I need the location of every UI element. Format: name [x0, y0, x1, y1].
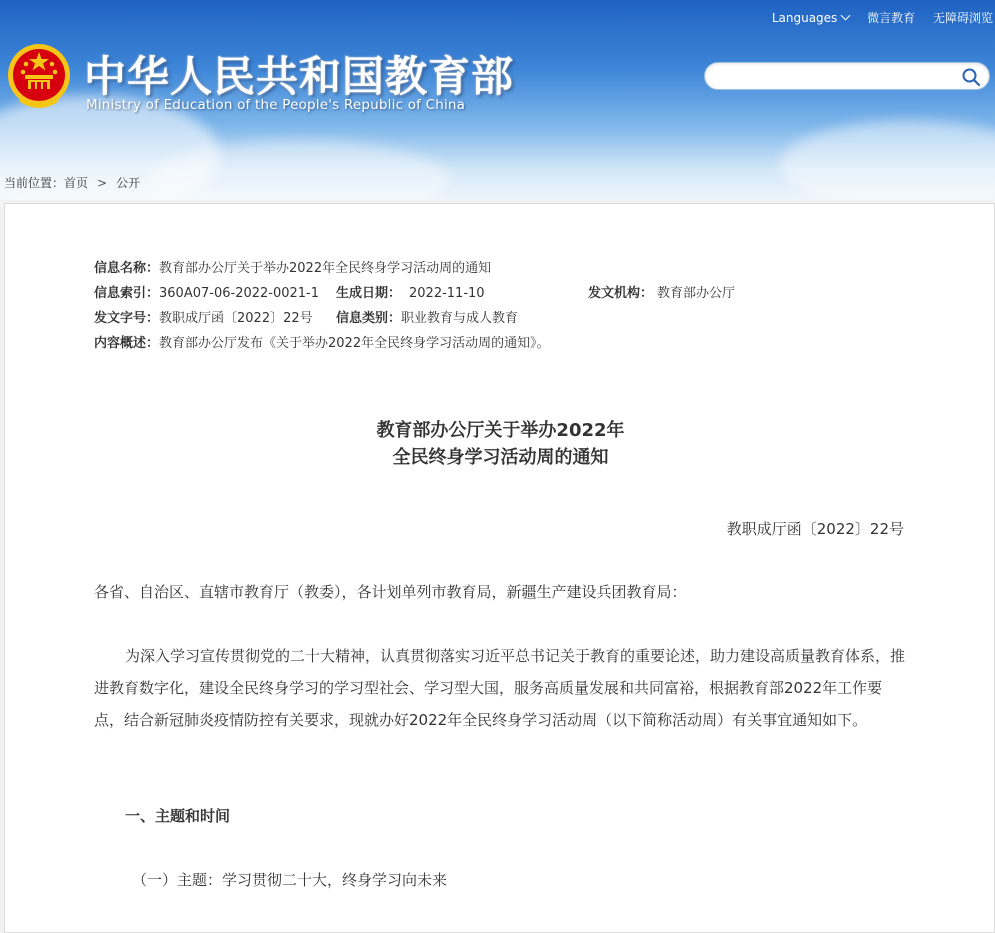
meta-docno-label: 发文字号： — [94, 311, 160, 326]
meta-row-summary — [94, 332, 550, 351]
article-section1 — [94, 800, 906, 832]
chevron-right-icon: > — [97, 176, 108, 190]
top-links — [744, 9, 993, 26]
meta-docno-value: 教职成厅函〔2022〕22号 — [159, 311, 313, 326]
cloud-decoration — [780, 120, 995, 200]
meta-index-value: 360A07-06-2022-0021-1 — [159, 286, 320, 301]
site-header — [0, 0, 995, 200]
meta-row-docno — [94, 307, 313, 326]
article-title-line1: 教育部办公厅关于举办2022年 — [376, 420, 625, 441]
meta-date-label: 生成日期： — [336, 286, 402, 301]
meta-date-value: 2022-11-10 — [409, 286, 485, 301]
article-doc-number: 教职成厅函〔2022〕22号 — [726, 520, 904, 538]
article-section1-item1 — [94, 864, 906, 896]
meta-row-category — [336, 307, 518, 326]
breadcrumb-current[interactable]: 公开 — [116, 176, 141, 190]
search-box — [704, 62, 990, 90]
article-salutation — [94, 576, 906, 608]
content-panel — [4, 203, 995, 933]
article-title-line2: 全民终身学习活动周的通知 — [392, 447, 609, 468]
meta-org-label: 发文机构： — [588, 286, 654, 301]
accessible-browse-link[interactable]: 无障碍浏览 — [932, 11, 993, 25]
site-logo-title[interactable]: 中华人民共和国教育部 — [84, 52, 515, 101]
meta-name-value: 教育部办公厅关于举办2022年全民终身学习活动周的通知 — [159, 261, 492, 276]
search-input[interactable] — [717, 66, 961, 88]
languages-label: Languages — [771, 11, 838, 25]
meta-row-name — [94, 257, 491, 276]
chevron-down-icon — [841, 11, 851, 21]
meta-row-org — [588, 282, 735, 301]
section1-heading: 一、主题和时间 — [125, 807, 231, 825]
meta-summary-label: 内容概述： — [94, 336, 160, 351]
meta-org-value: 教育部办公厅 — [657, 286, 736, 301]
meta-summary-value: 教育部办公厅发布《关于举办2022年全民终身学习活动周的通知》。 — [159, 336, 550, 351]
languages-link[interactable] — [758, 11, 849, 25]
search-icon[interactable] — [961, 67, 981, 87]
article-intro — [94, 640, 906, 736]
meta-name-label: 信息名称： — [94, 261, 160, 276]
meta-index-label: 信息索引： — [94, 286, 160, 301]
meta-row-date — [336, 282, 485, 301]
site-logo-subtitle: Ministry of Education of the People's Republic of China — [86, 97, 466, 113]
meta-category-value: 职业教育与成人教育 — [401, 311, 519, 326]
meta-row-index — [94, 282, 319, 301]
national-emblem-icon — [6, 42, 72, 112]
breadcrumb — [4, 174, 140, 191]
breadcrumb-home[interactable]: 首页 — [64, 176, 89, 190]
meta-category-label: 信息类别： — [336, 311, 402, 326]
section1-item1-text: （一）主题：学习贯彻二十大，终身学习向未来 — [132, 871, 448, 889]
salutation-text: 各省、自治区、直辖市教育厅（教委），各计划单列市教育局，新疆生产建设兵团教育局： — [94, 583, 687, 601]
weixin-link[interactable]: 微言教育 — [867, 11, 916, 25]
breadcrumb-prefix: 当前位置： — [4, 176, 65, 190]
intro-text: 为深入学习宣传贯彻党的二十大精神，认真贯彻落实习近平总书记关于教育的重要论述，助力建设高质量教育体系，推进教育数字化，建设全民终身学习的学习型社会、学习型大国，服务高质量发展和共同富裕，根据教育部2022年工作要点，结合新冠肺炎疫情防控有关要求，现就办好2022年全民终身学习活动周（以下简称活动周）有关事宜通知如下。 — [94, 647, 906, 729]
